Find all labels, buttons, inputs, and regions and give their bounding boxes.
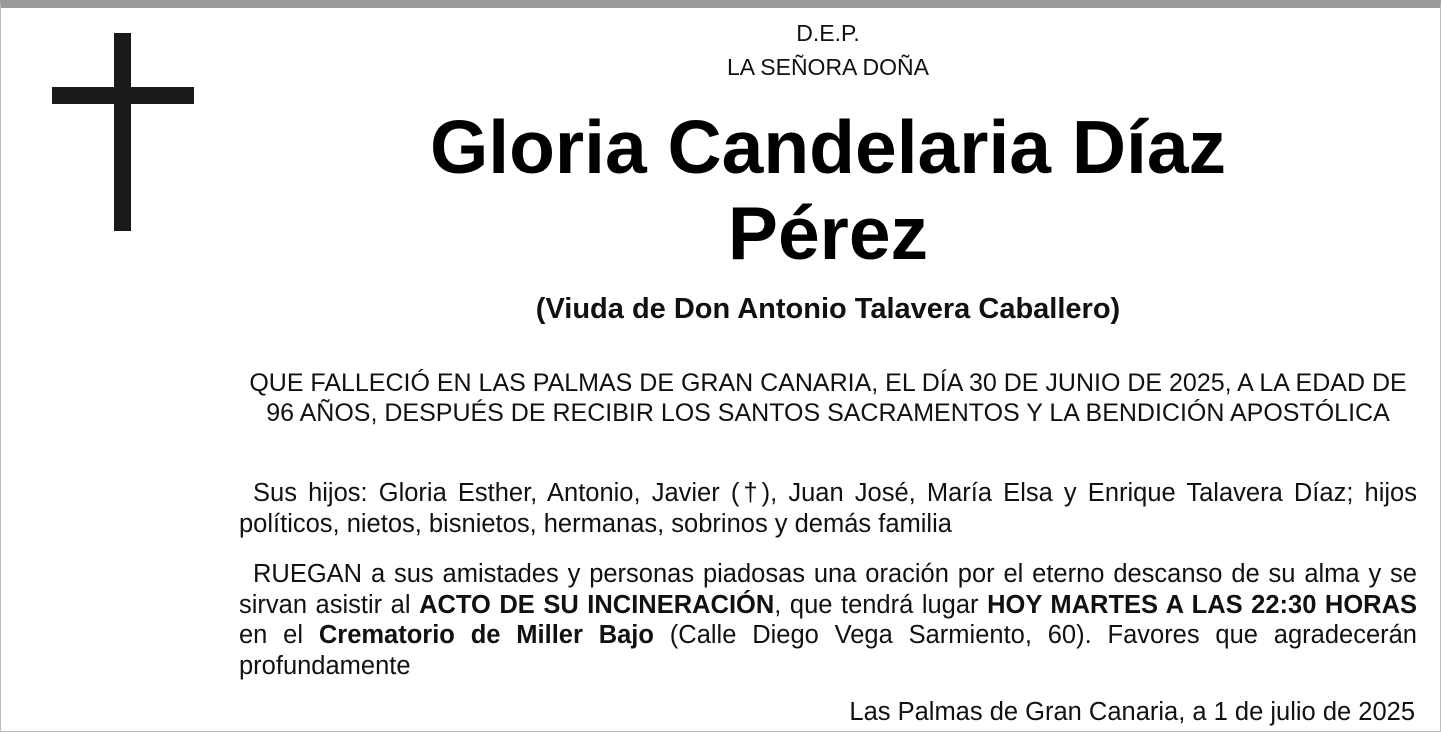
crematorium-name: Crematorio de Miller Bajo xyxy=(318,621,654,649)
deceased-name xyxy=(239,104,1417,276)
request-text-2: , que tendrá lugar xyxy=(774,590,988,619)
cross-icon xyxy=(52,33,194,231)
cross-vertical-bar xyxy=(114,33,131,231)
cremation-time: HOY MARTES A LAS 22:30 HORAS xyxy=(987,590,1418,619)
dep-heading: D.E.P. xyxy=(796,20,860,46)
cross-horizontal-bar xyxy=(52,87,194,104)
cremation-act: ACTO DE SU INCINERACIÓN xyxy=(419,590,775,619)
family-text: Sus hijos: Gloria Esther, Antonio, Javier (†), Juan José, María Elsa y Enrique Talavera Díaz; hijos políticos, nietos, bisnietos, hermanas, sobrinos y demás familia xyxy=(239,479,1417,538)
deceased-name-line1: Gloria Candelaria Díaz xyxy=(429,105,1227,189)
widow-note: (Viuda de Don Antonio Talavera Caballero) xyxy=(535,293,1121,325)
family-paragraph xyxy=(239,478,1417,539)
place-date-signoff: Las Palmas de Gran Canaria, a 1 de julio de 2025 xyxy=(849,698,1415,726)
request-text-4: (Calle Diego Vega Sarmiento, 60). Favores que agradecerán profundamente xyxy=(239,621,1417,680)
request-text-3: en el xyxy=(239,621,319,649)
death-info: QUE FALLECIÓ EN LAS PALMAS DE GRAN CANARIA, EL DÍA 30 DE JUNIO DE 2025, A LA EDAD DE 96 AÑOS, DESPUÉS DE RECIBIR LOS SANTOS SACRAMENTOS Y LA BENDICIÓN APOSTÓLICA xyxy=(249,369,1407,427)
deceased-name-line2: Pérez xyxy=(727,191,929,275)
request-text-1: RUEGAN a sus amistades y personas piadosas una oración por el eterno descanso de su alma y se sirvan asistir al xyxy=(239,560,1417,619)
honorific: LA SEÑORA DOÑA xyxy=(727,54,929,80)
request-paragraph xyxy=(239,559,1417,681)
